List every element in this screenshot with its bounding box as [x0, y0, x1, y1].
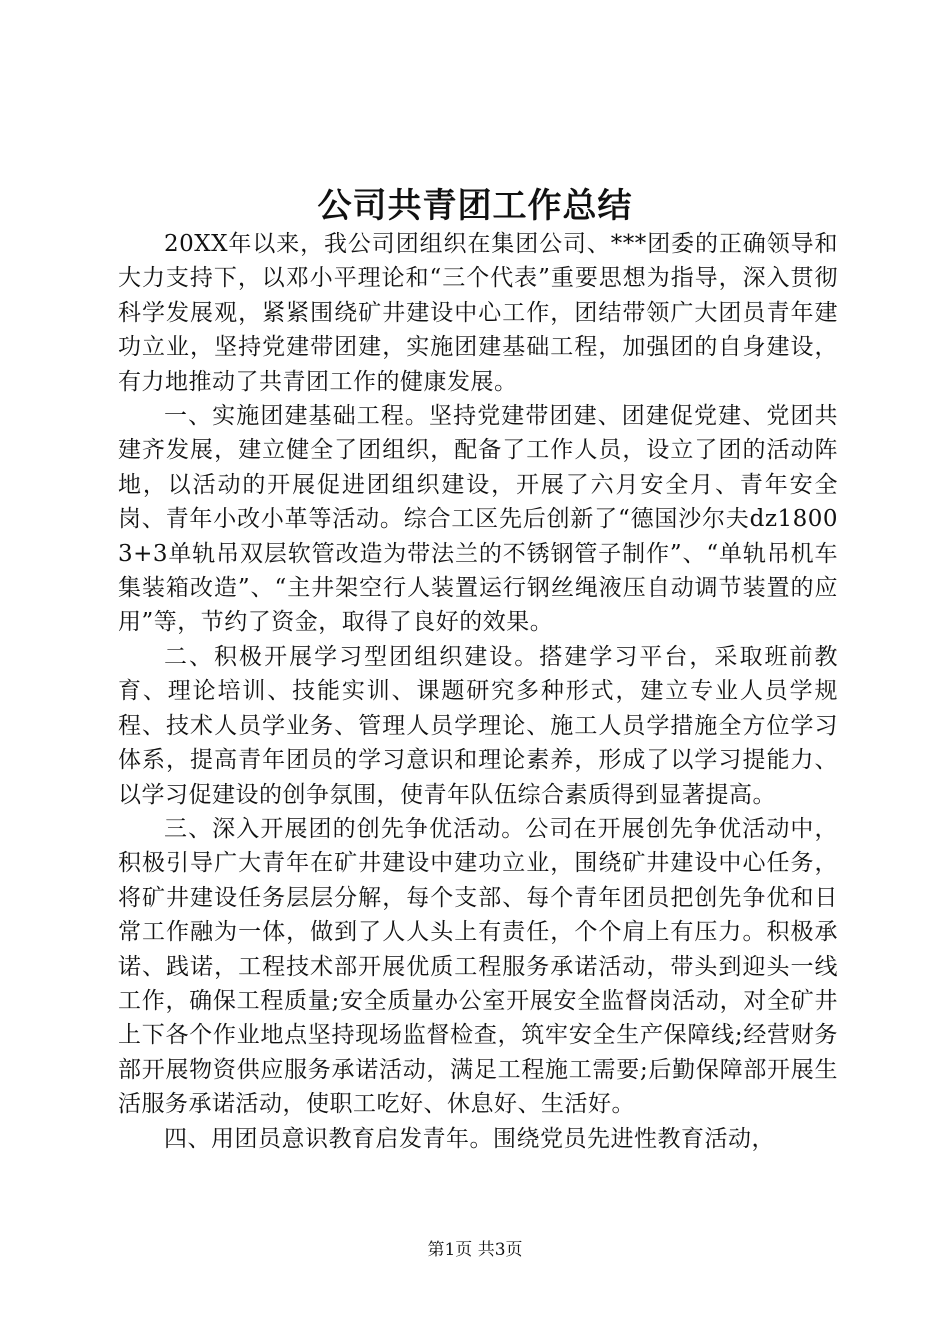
paragraph-section-3: 三、深入开展团的创先争优活动。公司在开展创先争优活动中，积极引导广大青年在矿井建设中建功立业，围绕矿井建设中心任务，将矿井建设任务层层分解，每个支部、每个青年团员把创先争优和日常工作融为一体，做到了人人头上有责任，个个肩上有压力。积极承诺、践诺，工程技术部开展优质工程服务承诺活动，带头到迎头一线工作，确保工程质量;安全质量办公室开展安全监督岗活动，对全矿井上下各个作业地点坚持现场监督检查，筑牢安全生产保障线;经营财务部开展物资供应服务承诺活动，满足工程施工需要;后勤保障部开展生活服务承诺活动，使职工吃好、休息好、生活好。	[118, 815, 838, 1118]
page-number-footer: 第1页 共3页	[427, 1240, 523, 1260]
paragraph-section-2: 二、积极开展学习型团组织建设。搭建学习平台，采取班前教育、理论培训、技能实训、课题研究多种形式，建立专业人员学规程、技术人员学业务、管理人员学理论、施工人员学措施全方位学习体系，提高青年团员的学习意识和理论素养，形成了以学习提能力、以学习促建设的创争氛围，使青年队伍综合素质得到显著提高。	[118, 643, 838, 808]
paragraph-intro: 20XX年以来，我公司团组织在集团公司、***团委的正确领导和大力支持下，以邓小平理论和“三个代表”重要思想为指导，深入贯彻科学发展观，紧紧围绕矿井建设中心工作，团结带领广大团员青年建功立业，坚持党建带团建，实施团建基础工程，加强团的自身建设，有力地推动了共青团工作的健康发展。	[118, 231, 838, 395]
document-body	[118, 227, 838, 1156]
paragraph-section-4: 四、用团员意识教育启发青年。围绕党员先进性教育活动，	[164, 1125, 775, 1152]
document-title: 公司共青团工作总结	[317, 186, 633, 226]
paragraph-section-1: 一、实施团建基础工程。坚持党建带团建、团建促党建、党团共建齐发展，建立健全了团组织，配备了工作人员，设立了团的活动阵地，以活动的开展促进团组织建设，开展了六月安全月、青年安全岗、青年小改小革等活动。综合工区先后创新了“德国沙尔夫dz18003+3单轨吊双层软管改造为带法兰的不锈钢管子制作”、“单轨吊机车集装箱改造”、“主井架空行人装置运行钢丝绳液压自动调节装置的应用”等，节约了资金，取得了良好的效果。	[118, 403, 838, 636]
